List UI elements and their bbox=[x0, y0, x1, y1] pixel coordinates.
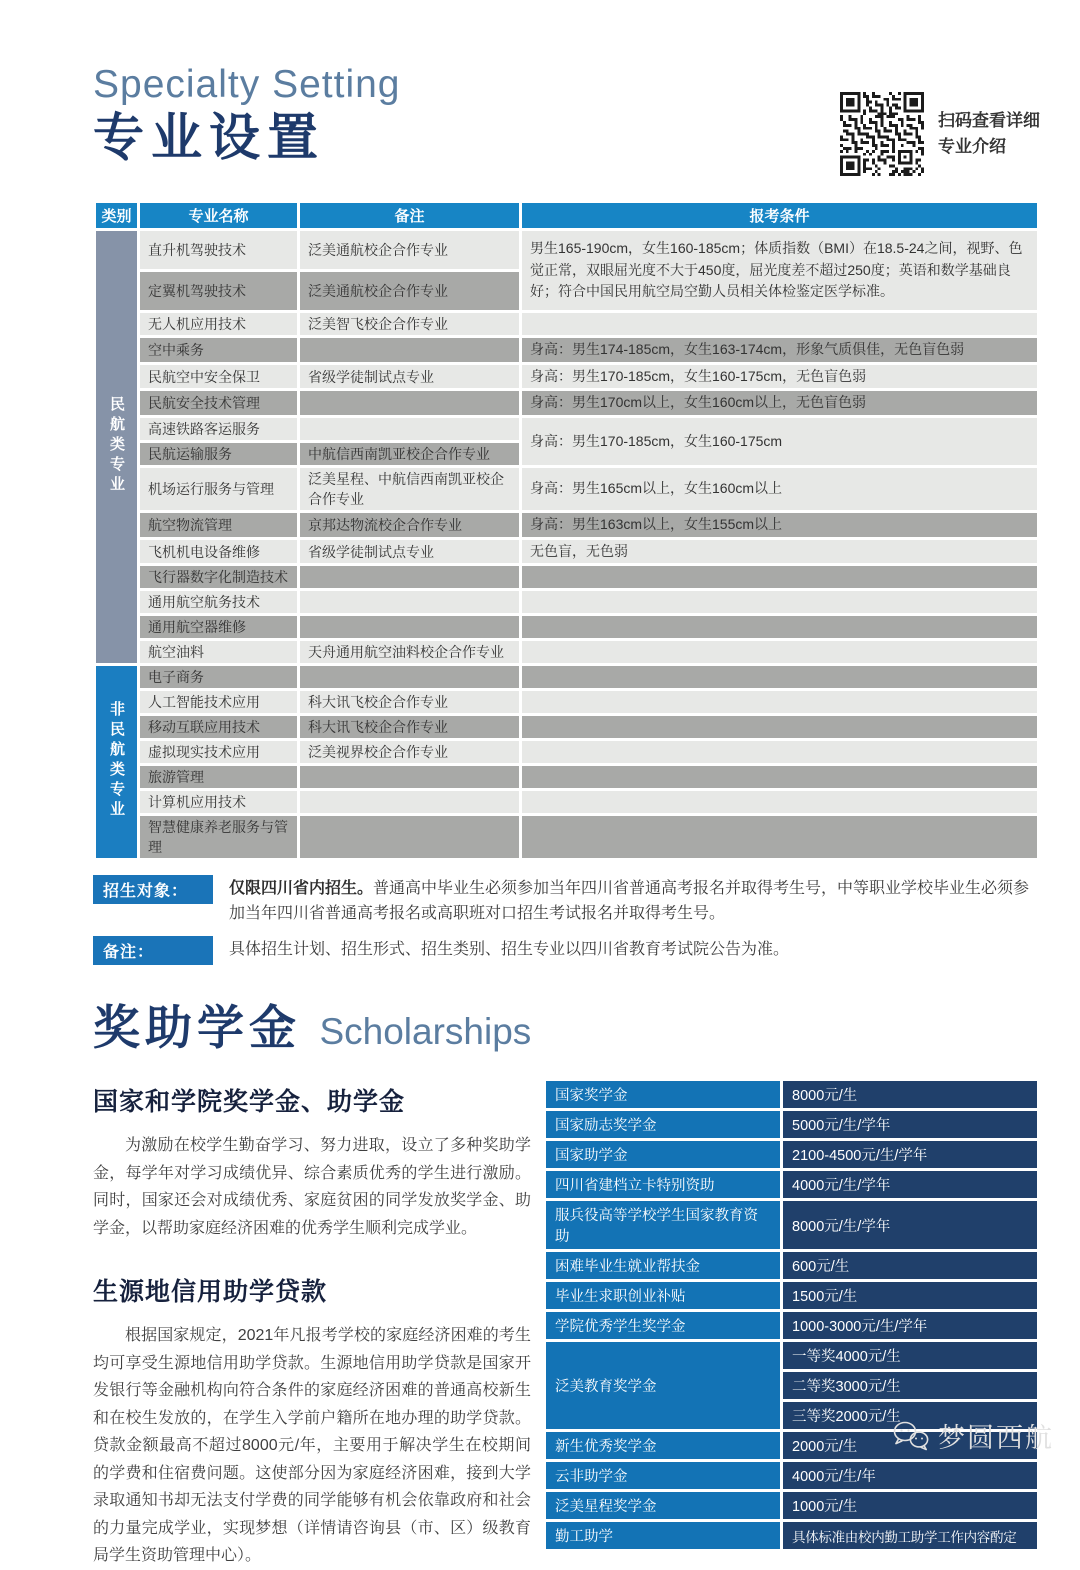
column-header-name: 专业名称 bbox=[139, 202, 299, 230]
qr-caption bbox=[938, 108, 1040, 161]
scholarship-amount: 5000元/生/学年 bbox=[783, 1111, 1037, 1138]
table-row bbox=[95, 640, 1039, 665]
scholarship-name: 勤工助学 bbox=[546, 1522, 780, 1549]
scholarship-name: 学院优秀学生奖学金 bbox=[546, 1312, 780, 1339]
specialty-name: 直升机驾驶技术 bbox=[139, 230, 299, 271]
scholarships-paragraph-2: 根据国家规定，2021年凡报考学校的家庭经济困难的考生均可享受生源地信用助学贷款。生源地信用助学贷款是国家开发银行等金融机构向符合条件的家庭经济困难的普通高校新生和在校生发放的，在学生入学前户籍所在地办理的助学贷款。贷款金额最高不超过8000元/年，主要用于解决学生在校期间的学费和住宿费问题。这使部分因为家庭经济困难，接到大学录取通知书却无法支付学费的同学能够有机会依靠政府和社会的力量完成学业，实现梦想（详情请咨询县（市、区）级教育局学生资助管理中心）。 bbox=[93, 1327, 531, 1565]
enrollment-target-row bbox=[93, 875, 1040, 927]
scholarship-row bbox=[546, 1522, 1037, 1549]
qr-block bbox=[840, 92, 1040, 176]
specialty-note: 泛美视界校企合作专业 bbox=[299, 740, 521, 765]
specialty-condition: 男生165-190cm，女生160-185cm；体质指数（BMI）在18.5-24之间，视野、色觉正常，双眼屈光度不大于450度，屈光度差不超过250度；英语和数学基础良好；符合中国民用航空局空勤人员相关体检鉴定医学标准。 bbox=[521, 230, 1039, 312]
scholarship-name: 困难毕业生就业帮扶金 bbox=[546, 1252, 780, 1279]
scholarship-amount: 4000元/生/学年 bbox=[783, 1171, 1037, 1198]
category-label-civil: 民航类专业 bbox=[108, 395, 125, 496]
specialty-note bbox=[299, 337, 521, 364]
specialty-name: 航空油料 bbox=[139, 640, 299, 665]
table-row bbox=[95, 590, 1039, 615]
scholarship-row bbox=[546, 1111, 1037, 1138]
scholarship-name: 国家助学金 bbox=[546, 1141, 780, 1168]
table-row bbox=[95, 790, 1039, 815]
qr-caption-line1: 扫码查看详细 bbox=[938, 110, 1040, 130]
scholarship-row bbox=[546, 1312, 1037, 1339]
qr-code-icon bbox=[840, 92, 924, 176]
specialty-condition bbox=[521, 690, 1039, 715]
enrollment-target-label: 招生对象： bbox=[93, 875, 213, 904]
specialty-name: 旅游管理 bbox=[139, 765, 299, 790]
specialty-note bbox=[299, 565, 521, 590]
specialty-condition: 身高：男生170-185cm，女生160-175cm，无色盲色弱 bbox=[521, 363, 1039, 390]
specialty-note: 科大讯飞校企合作专业 bbox=[299, 690, 521, 715]
enrollment-note-row bbox=[93, 936, 1040, 965]
specialty-condition bbox=[521, 740, 1039, 765]
specialty-name: 智慧健康养老服务与管理 bbox=[139, 815, 299, 860]
specialty-note: 省级学徒制试点专业 bbox=[299, 363, 521, 390]
scholarships-title-chinese: 奖助学金 bbox=[93, 1001, 301, 1055]
specialty-name: 民航安全技术管理 bbox=[139, 390, 299, 417]
table-row bbox=[95, 665, 1039, 690]
scholarship-amount: 8000元/生 bbox=[783, 1081, 1037, 1108]
specialty-name: 人工智能技术应用 bbox=[139, 690, 299, 715]
category-cell-civil bbox=[95, 230, 139, 665]
specialty-condition bbox=[521, 640, 1039, 665]
column-header-condition: 报考条件 bbox=[521, 202, 1039, 230]
specialty-note: 中航信西南凯亚校企合作专业 bbox=[299, 442, 521, 467]
scholarship-amount: 一等奖4000元/生 bbox=[783, 1342, 1037, 1369]
specialty-note bbox=[299, 417, 521, 442]
specialty-condition bbox=[521, 590, 1039, 615]
table-row bbox=[95, 337, 1039, 364]
enrollment-target-text bbox=[229, 875, 1040, 927]
scholarships-table-column bbox=[543, 1078, 1040, 1570]
page-title-chinese: 专业设置 bbox=[93, 108, 326, 166]
specialty-name: 民航运输服务 bbox=[139, 442, 299, 467]
table-header-row bbox=[95, 202, 1039, 230]
table-row bbox=[95, 615, 1039, 640]
specialty-name: 虚拟现实技术应用 bbox=[139, 740, 299, 765]
table-row bbox=[95, 740, 1039, 765]
scholarship-row bbox=[546, 1201, 1037, 1249]
enrollment-note-label: 备注： bbox=[93, 936, 213, 965]
scholarships-subheading-2: 生源地信用助学贷款 bbox=[93, 1278, 328, 1307]
table-row bbox=[95, 690, 1039, 715]
category-label-noncivil: 非民航类专业 bbox=[108, 700, 125, 821]
title-block bbox=[93, 64, 401, 168]
scholarship-row bbox=[546, 1171, 1037, 1198]
page-title-english: Specialty Setting bbox=[93, 63, 401, 106]
specialty-name: 民航空中安全保卫 bbox=[139, 363, 299, 390]
specialty-condition bbox=[521, 312, 1039, 337]
specialty-condition bbox=[521, 565, 1039, 590]
scholarship-amount: 2000元/生 bbox=[783, 1432, 1037, 1459]
scholarship-amount: 二等奖3000元/生 bbox=[783, 1372, 1037, 1399]
scholarship-name: 服兵役高等学校学生国家教育资助 bbox=[546, 1201, 780, 1249]
wechat-icon bbox=[892, 1420, 930, 1452]
table-row bbox=[95, 565, 1039, 590]
scholarship-amount: 1500元/生 bbox=[783, 1282, 1037, 1309]
scholarship-amount: 具体标准由校内勤工助学工作内容酌定 bbox=[783, 1522, 1037, 1549]
scholarship-amount: 三等奖2000元/生 bbox=[783, 1402, 1037, 1429]
specialty-note bbox=[299, 390, 521, 417]
scholarship-amount: 600元/生 bbox=[783, 1252, 1037, 1279]
specialty-note bbox=[299, 815, 521, 860]
scholarship-name: 四川省建档立卡特别资助 bbox=[546, 1171, 780, 1198]
specialty-note: 泛美智飞校企合作专业 bbox=[299, 312, 521, 337]
specialty-name: 通用航空器维修 bbox=[139, 615, 299, 640]
enrollment-target-rest: 普通高中毕业生必须参加当年四川省普通高考报名并取得考生号，中等职业学校毕业生必须参加当年四川省普通高考报名或高职班对口招生考试报名并取得考生号。 bbox=[229, 880, 1030, 923]
table-row bbox=[95, 417, 1039, 442]
scholarships-table bbox=[543, 1078, 1040, 1552]
table-row bbox=[95, 467, 1039, 512]
table-row bbox=[95, 765, 1039, 790]
specialty-condition: 身高：男生170-185cm，女生160-175cm bbox=[521, 417, 1039, 467]
specialty-name: 通用航空航务技术 bbox=[139, 590, 299, 615]
specialty-note: 科大讯飞校企合作专业 bbox=[299, 715, 521, 740]
table-row bbox=[95, 815, 1039, 860]
specialty-note: 泛美星程、中航信西南凯亚校企合作专业 bbox=[299, 467, 521, 512]
specialty-condition bbox=[521, 615, 1039, 640]
table-row bbox=[95, 312, 1039, 337]
scholarship-name: 毕业生求职创业补贴 bbox=[546, 1282, 780, 1309]
table-row bbox=[95, 538, 1039, 565]
specialty-note bbox=[299, 590, 521, 615]
page-header bbox=[93, 64, 1040, 176]
scholarship-amount: 2100-4500元/生/学年 bbox=[783, 1141, 1037, 1168]
specialty-condition bbox=[521, 715, 1039, 740]
qr-caption-line2: 专业介绍 bbox=[938, 137, 1006, 156]
specialty-name: 无人机应用技术 bbox=[139, 312, 299, 337]
scholarship-amount: 1000元/生 bbox=[783, 1492, 1037, 1519]
scholarship-name: 新生优秀奖学金 bbox=[546, 1432, 780, 1459]
scholarship-name: 泛美教育奖学金 bbox=[546, 1342, 780, 1429]
scholarship-name: 泛美星程奖学金 bbox=[546, 1492, 780, 1519]
specialty-condition: 无色盲，无色弱 bbox=[521, 538, 1039, 565]
specialty-condition bbox=[521, 665, 1039, 690]
scholarship-amount: 1000-3000元/生/学年 bbox=[783, 1312, 1037, 1339]
specialty-name: 机场运行服务与管理 bbox=[139, 467, 299, 512]
scholarship-row bbox=[546, 1342, 1037, 1369]
specialty-name: 航空物流管理 bbox=[139, 512, 299, 539]
scholarship-row bbox=[546, 1282, 1037, 1309]
specialty-note: 省级学徒制试点专业 bbox=[299, 538, 521, 565]
column-header-note: 备注 bbox=[299, 202, 521, 230]
scholarship-name: 国家励志奖学金 bbox=[546, 1111, 780, 1138]
scholarship-amount: 4000元/生/年 bbox=[783, 1462, 1037, 1489]
specialty-note: 泛美通航校企合作专业 bbox=[299, 230, 521, 271]
scholarship-row bbox=[546, 1252, 1037, 1279]
specialty-condition bbox=[521, 815, 1039, 860]
specialty-condition bbox=[521, 765, 1039, 790]
scholarship-row bbox=[546, 1492, 1037, 1519]
specialty-condition: 身高：男生174-185cm，女生163-174cm，形象气质俱佳，无色盲色弱 bbox=[521, 337, 1039, 364]
scholarship-row bbox=[546, 1141, 1037, 1168]
table-row bbox=[95, 230, 1039, 271]
enrollment-note-text: 具体招生计划、招生形式、招生类别、招生专业以四川省教育考试院公告为准。 bbox=[229, 941, 790, 959]
category-cell-noncivil bbox=[95, 665, 139, 860]
specialty-note bbox=[299, 615, 521, 640]
specialty-note bbox=[299, 665, 521, 690]
column-header-category: 类别 bbox=[95, 202, 139, 230]
scholarships-body bbox=[93, 1078, 1040, 1570]
specialty-table bbox=[93, 200, 1040, 861]
scholarship-amount: 8000元/生/学年 bbox=[783, 1201, 1037, 1249]
scholarship-name: 云非助学金 bbox=[546, 1462, 780, 1489]
specialty-name: 飞行器数字化制造技术 bbox=[139, 565, 299, 590]
table-row bbox=[95, 363, 1039, 390]
table-row bbox=[95, 512, 1039, 539]
specialty-name: 空中乘务 bbox=[139, 337, 299, 364]
specialty-note: 京邦达物流校企合作专业 bbox=[299, 512, 521, 539]
specialty-condition bbox=[521, 790, 1039, 815]
specialty-note bbox=[299, 765, 521, 790]
specialty-condition: 身高：男生170cm以上，女生160cm以上，无色盲色弱 bbox=[521, 390, 1039, 417]
footer-watermark-text: 梦圆西航 bbox=[938, 1423, 1054, 1453]
specialty-name: 定翼机驾驶技术 bbox=[139, 271, 299, 312]
scholarship-row bbox=[546, 1462, 1037, 1489]
scholarships-text-column bbox=[93, 1078, 531, 1570]
specialty-condition: 身高：男生165cm以上，女生160cm以上 bbox=[521, 467, 1039, 512]
specialty-name: 移动互联应用技术 bbox=[139, 715, 299, 740]
specialty-condition: 身高：男生163cm以上，女生155cm以上 bbox=[521, 512, 1039, 539]
specialty-note bbox=[299, 790, 521, 815]
footer-watermark bbox=[892, 1416, 1054, 1455]
table-row bbox=[95, 715, 1039, 740]
scholarship-row bbox=[546, 1081, 1037, 1108]
scholarships-paragraph-1: 为激励在校学生勤奋学习、努力进取，设立了多种奖助学金，每学年对学习成绩优异、综合素质优秀的学生进行激励。同时，国家还会对成绩优秀、家庭贫困的同学发放奖学金、助学金，以帮助家庭经济困难的优秀学生顺利完成学业。 bbox=[93, 1137, 531, 1237]
specialty-name: 高速铁路客运服务 bbox=[139, 417, 299, 442]
scholarship-name: 国家奖学金 bbox=[546, 1081, 780, 1108]
specialty-name: 电子商务 bbox=[139, 665, 299, 690]
specialty-note: 泛美通航校企合作专业 bbox=[299, 271, 521, 312]
scholarships-header bbox=[93, 991, 1040, 1058]
specialty-name: 计算机应用技术 bbox=[139, 790, 299, 815]
specialty-note: 天舟通用航空油料校企合作专业 bbox=[299, 640, 521, 665]
scholarships-title-english: Scholarships bbox=[319, 1011, 532, 1053]
specialty-name: 飞机机电设备维修 bbox=[139, 538, 299, 565]
table-row bbox=[95, 390, 1039, 417]
enrollment-section bbox=[93, 875, 1040, 965]
scholarships-subheading-1: 国家和学院奖学金、助学金 bbox=[93, 1088, 406, 1117]
enrollment-target-bold: 仅限四川省内招生。 bbox=[229, 880, 374, 898]
